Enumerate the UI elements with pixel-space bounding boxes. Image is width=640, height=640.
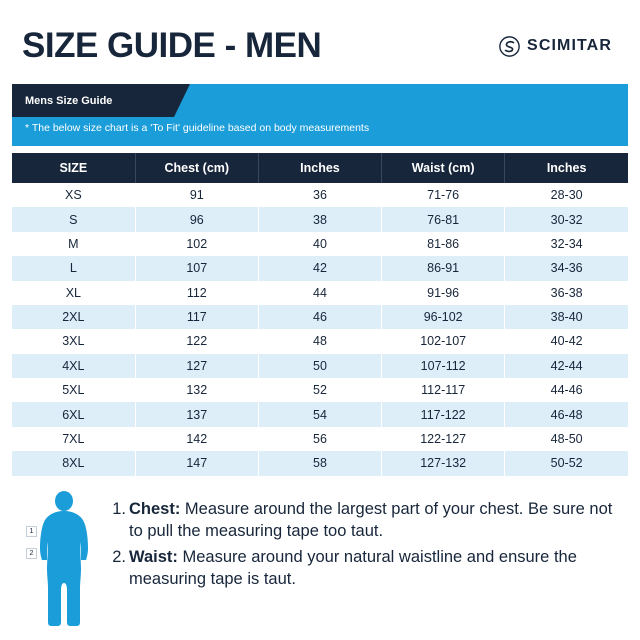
instruction-body <box>129 546 628 590</box>
instructions-list <box>108 490 628 594</box>
column-header-chest-inches: Inches <box>258 153 381 183</box>
cell-waist-inches: 44-46 <box>505 378 628 402</box>
instruction-chest <box>108 498 628 542</box>
banner-tab-label: Mens Size Guide <box>12 84 174 117</box>
cell-chest-cm: 112 <box>135 281 258 305</box>
marker-waist: 2 <box>26 548 37 559</box>
column-header-chest-cm: Chest (cm) <box>135 153 258 183</box>
column-header-size: SIZE <box>12 153 135 183</box>
size-table <box>12 153 628 476</box>
cell-chest-cm: 122 <box>135 329 258 353</box>
cell-waist-cm: 107-112 <box>382 354 505 378</box>
banner <box>12 84 628 146</box>
cell-waist-inches: 50-52 <box>505 451 628 475</box>
cell-chest-inches: 40 <box>258 232 381 256</box>
table-row <box>12 427 628 451</box>
cell-waist-cm: 112-117 <box>382 378 505 402</box>
cell-chest-inches: 50 <box>258 354 381 378</box>
cell-waist-cm: 86-91 <box>382 256 505 280</box>
instruction-detail: Measure around the largest part of your chest. Be sure not to pull the measuring tape too taut. <box>129 499 613 540</box>
cell-size: 6XL <box>12 402 135 426</box>
page-title: SIZE GUIDE - MEN <box>22 26 322 65</box>
size-table-wrapper <box>12 153 628 476</box>
cell-chest-inches: 58 <box>258 451 381 475</box>
cell-waist-inches: 30-32 <box>505 207 628 231</box>
cell-chest-cm: 107 <box>135 256 258 280</box>
table-body <box>12 183 628 476</box>
cell-size: S <box>12 207 135 231</box>
cell-waist-inches: 40-42 <box>505 329 628 353</box>
cell-size: M <box>12 232 135 256</box>
instruction-label: Waist: <box>129 547 178 566</box>
brand-logo <box>499 36 618 57</box>
cell-size: 5XL <box>12 378 135 402</box>
table-header <box>12 153 628 183</box>
cell-waist-inches: 34-36 <box>505 256 628 280</box>
marker-chest: 1 <box>26 526 37 537</box>
cell-chest-cm: 96 <box>135 207 258 231</box>
cell-waist-cm: 76-81 <box>382 207 505 231</box>
cell-waist-cm: 91-96 <box>382 281 505 305</box>
cell-chest-cm: 91 <box>135 183 258 207</box>
table-row <box>12 329 628 353</box>
cell-waist-inches: 48-50 <box>505 427 628 451</box>
cell-chest-cm: 132 <box>135 378 258 402</box>
cell-chest-inches: 38 <box>258 207 381 231</box>
table-row <box>12 256 628 280</box>
instruction-body <box>129 498 628 542</box>
table-header-row <box>12 153 628 183</box>
table-row <box>12 207 628 231</box>
figure-column <box>12 490 108 635</box>
table-row <box>12 183 628 207</box>
instruction-detail: Measure around your natural waistline and ensure the measuring tape is taut. <box>129 547 577 588</box>
page-header <box>0 0 640 78</box>
cell-waist-cm: 127-132 <box>382 451 505 475</box>
cell-chest-inches: 36 <box>258 183 381 207</box>
instruction-number: 1. <box>112 499 126 518</box>
column-header-waist-cm: Waist (cm) <box>382 153 505 183</box>
cell-waist-cm: 122-127 <box>382 427 505 451</box>
instruction-number: 2. <box>112 547 126 566</box>
column-header-waist-inches: Inches <box>505 153 628 183</box>
table-row <box>12 378 628 402</box>
instruction-label: Chest: <box>129 499 181 518</box>
cell-chest-cm: 147 <box>135 451 258 475</box>
cell-size: L <box>12 256 135 280</box>
cell-chest-cm: 117 <box>135 305 258 329</box>
cell-chest-cm: 127 <box>135 354 258 378</box>
table-row <box>12 305 628 329</box>
cell-waist-cm: 71-76 <box>382 183 505 207</box>
table-row <box>12 281 628 305</box>
cell-chest-cm: 137 <box>135 402 258 426</box>
cell-waist-inches: 28-30 <box>505 183 628 207</box>
cell-chest-inches: 42 <box>258 256 381 280</box>
male-body-silhouette-icon <box>12 490 108 635</box>
cell-size: XS <box>12 183 135 207</box>
table-row <box>12 451 628 475</box>
cell-waist-inches: 46-48 <box>505 402 628 426</box>
cell-chest-inches: 52 <box>258 378 381 402</box>
banner-note: * The below size chart is a 'To Fit' guideline based on body measurements <box>25 122 370 134</box>
table-row <box>12 354 628 378</box>
scimitar-s-icon <box>499 36 520 57</box>
cell-waist-inches: 36-38 <box>505 281 628 305</box>
cell-size: XL <box>12 281 135 305</box>
brand-name: SCIMITAR <box>527 37 612 54</box>
cell-chest-inches: 46 <box>258 305 381 329</box>
cell-waist-cm: 81-86 <box>382 232 505 256</box>
cell-waist-inches: 42-44 <box>505 354 628 378</box>
cell-chest-cm: 102 <box>135 232 258 256</box>
table-row <box>12 402 628 426</box>
cell-waist-inches: 32-34 <box>505 232 628 256</box>
table-row <box>12 232 628 256</box>
cell-size: 2XL <box>12 305 135 329</box>
cell-size: 7XL <box>12 427 135 451</box>
cell-waist-cm: 102-107 <box>382 329 505 353</box>
cell-chest-inches: 56 <box>258 427 381 451</box>
cell-chest-inches: 44 <box>258 281 381 305</box>
cell-waist-inches: 38-40 <box>505 305 628 329</box>
cell-size: 3XL <box>12 329 135 353</box>
cell-size: 8XL <box>12 451 135 475</box>
cell-waist-cm: 96-102 <box>382 305 505 329</box>
cell-waist-cm: 117-122 <box>382 402 505 426</box>
measurement-instructions <box>12 490 628 635</box>
cell-size: 4XL <box>12 354 135 378</box>
instruction-waist <box>108 546 628 590</box>
cell-chest-cm: 142 <box>135 427 258 451</box>
cell-chest-inches: 54 <box>258 402 381 426</box>
cell-chest-inches: 48 <box>258 329 381 353</box>
